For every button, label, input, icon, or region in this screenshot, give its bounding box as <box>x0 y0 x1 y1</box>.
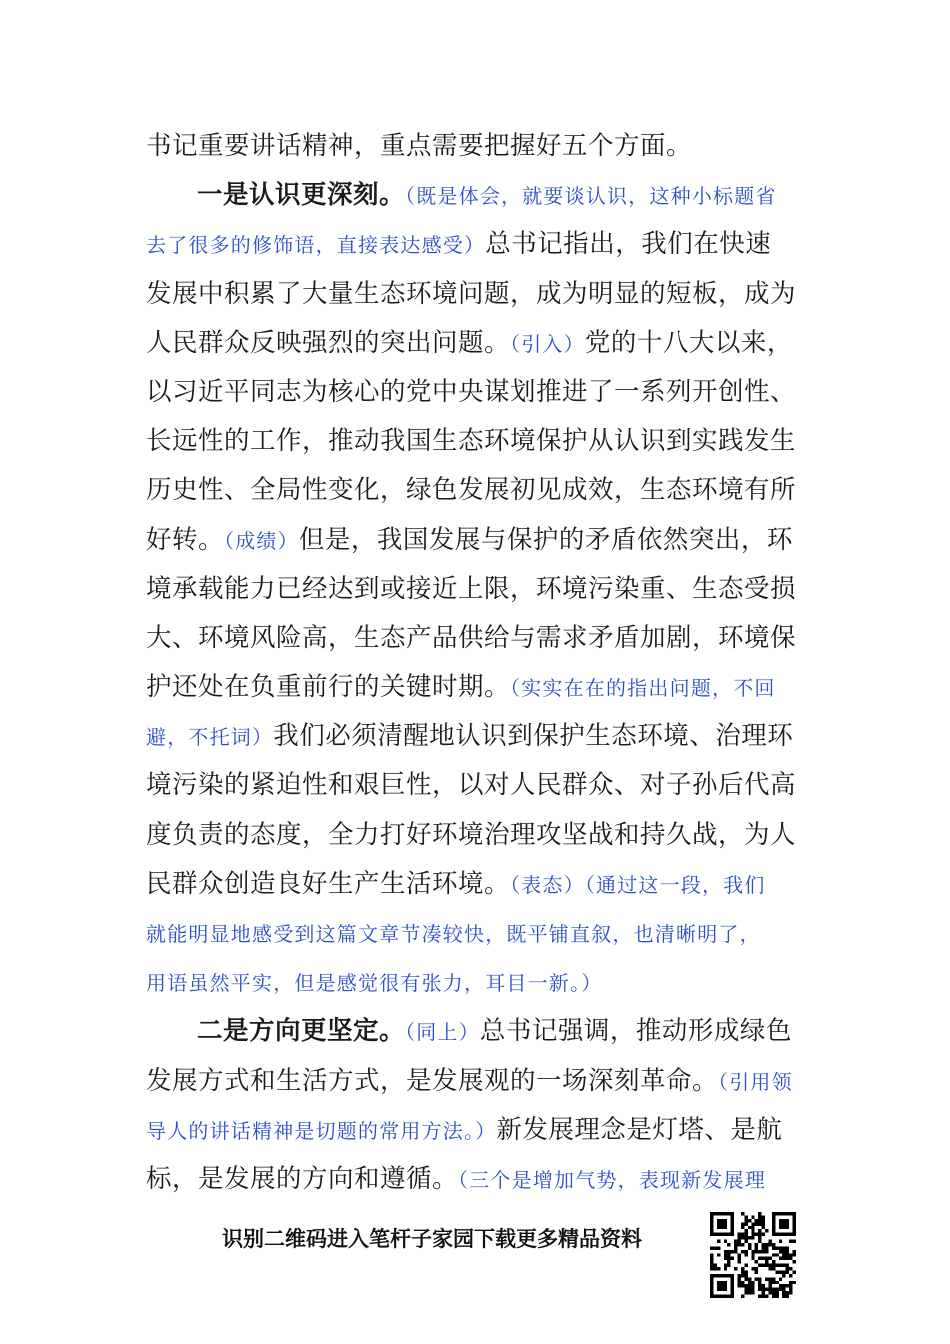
annotation-note: （实实在在的指出问题，不回 <box>510 676 776 701</box>
body-text: 人民群众反映强烈的突出问题。 <box>146 327 511 358</box>
text-line <box>146 368 808 417</box>
text-line <box>146 220 808 269</box>
body-text: 发展中积累了大量生态环境问题，成为明显的短板，成为 <box>146 278 797 309</box>
text-line <box>146 1057 808 1106</box>
text-line <box>146 958 808 1007</box>
text-line <box>146 319 808 368</box>
section-heading: 一是认识更深刻。 <box>197 180 406 211</box>
annotation-note: （表态）（通过这一段，我们 <box>510 872 766 897</box>
text-line <box>146 417 808 466</box>
body-text: 发展方式和生活方式，是发展观的一场深刻革命。 <box>146 1065 719 1096</box>
text-line <box>146 614 808 663</box>
body-text: 度负责的态度，全力打好环境治理攻坚战和持久战，为人 <box>146 819 797 850</box>
body-text: 大、环境风险高，生态产品供给与需求矛盾加剧，环境保 <box>146 622 797 653</box>
body-text: 境污染的紧迫性和艰巨性，以对人民群众、对子孙后代高 <box>146 770 797 801</box>
body-text: 好转。 <box>146 524 225 555</box>
annotation-note: （引用领 <box>718 1069 793 1094</box>
body-text: 境承载能力已经达到或接近上限，环境污染重、生态受损 <box>146 573 797 604</box>
text-line <box>146 466 808 515</box>
qr-code-icon <box>710 1212 796 1298</box>
annotation-note: 用语虽然平实，但是感觉很有张力，耳目一新。） <box>146 971 603 996</box>
text-line <box>146 1007 808 1056</box>
body-text: 民群众创造良好生产生活环境。 <box>146 868 511 899</box>
body-text: 我们必须清醒地认识到保护生态环境、治理环 <box>273 721 794 752</box>
text-line <box>146 712 808 761</box>
document-body <box>146 122 808 1204</box>
text-line <box>146 761 808 810</box>
section-heading: 二是方向更坚定。 <box>197 1016 406 1047</box>
text-line <box>146 171 808 220</box>
body-text: 历史性、全局性变化，绿色发展初见成效，生态环境有所 <box>146 475 797 506</box>
body-text: 以习近平同志为核心的党中央谋划推进了一系列开创性、 <box>146 376 797 407</box>
text-line <box>146 1155 808 1204</box>
text-line <box>146 1106 808 1155</box>
text-line <box>146 663 808 712</box>
annotation-note: 导人的讲话精神是切题的常用方法。） <box>146 1118 497 1143</box>
body-text: 护还处在负重前行的关键时期。 <box>146 672 511 703</box>
body-text: 党的十八大以来， <box>584 327 793 358</box>
body-text: 但是，我国发展与保护的矛盾依然突出，环 <box>298 524 793 555</box>
annotation-note: 去了很多的修饰语，直接表达感受） <box>146 233 486 258</box>
annotation-note: （既是体会，就要谈认识，这种小标题省 <box>405 184 777 209</box>
body-text: 长远性的工作，推动我国生态环境保护从认识到实践发生 <box>146 426 797 457</box>
body-text: 总书记指出，我们在快速 <box>485 229 772 260</box>
text-line <box>146 909 808 958</box>
annotation-note: （三个是增加气势，表现新发展理 <box>458 1167 767 1192</box>
body-text: 新发展理念是灯塔、是航 <box>496 1114 783 1145</box>
annotation-note: 就能明显地感受到这篇文章节凑较快，既平铺直叙，也清晰明了， <box>146 922 761 946</box>
annotation-note: （引入） <box>510 331 585 356</box>
body-text: 标，是发展的方向和遵循。 <box>146 1163 459 1194</box>
text-line <box>146 565 808 614</box>
annotation-note: 避，不托词） <box>146 725 274 750</box>
body-text: 书记重要讲话精神，重点需要把握好五个方面。 <box>146 131 693 161</box>
footer-promo-text: 识别二维码进入笔杆子家园下载更多精品资料 <box>222 1227 642 1251</box>
text-line <box>146 516 808 565</box>
text-line <box>146 860 808 909</box>
annotation-note: （同上） <box>405 1020 480 1045</box>
body-text: 总书记强调，推动形成绿色 <box>479 1016 792 1047</box>
text-line <box>146 811 808 860</box>
annotation-note: （成绩） <box>224 528 299 553</box>
text-line <box>146 270 808 319</box>
text-line <box>146 122 808 171</box>
